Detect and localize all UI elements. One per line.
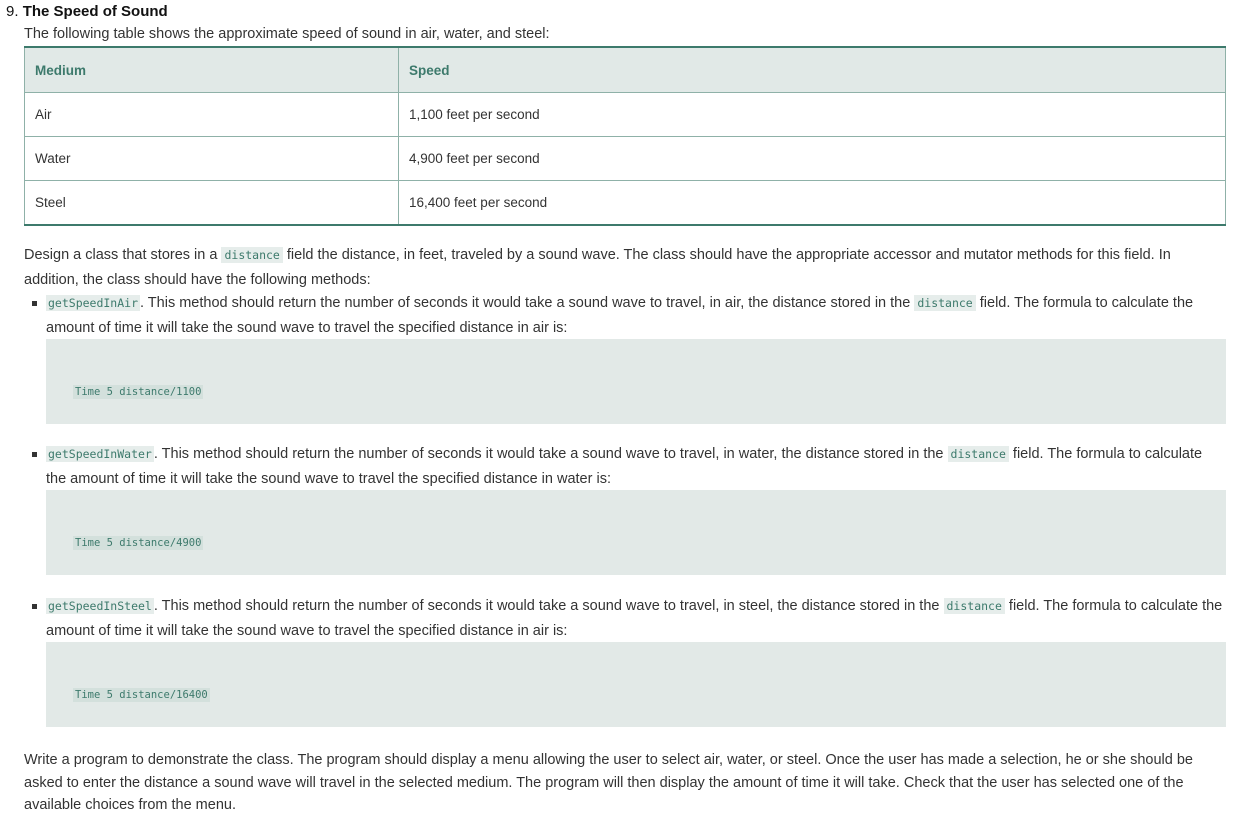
intro-text: The following table shows the approximate speed of sound in air, water, and steel: <box>24 26 550 42</box>
method-item-steel <box>46 594 1226 643</box>
table-row <box>25 137 1226 181</box>
method-item-air <box>46 291 1226 340</box>
table-row <box>25 181 1226 226</box>
table-header-row <box>25 47 1226 93</box>
distance-code: distance <box>944 598 1005 614</box>
speed-table <box>24 46 1226 226</box>
exercise-number: 9. <box>6 3 19 20</box>
method-text-2: field. The formula to calculate the amount of time it will take the sound wave to travel the specified distance in air is: <box>46 598 1223 639</box>
cell-speed: 16,400 feet per second <box>399 181 1226 226</box>
cell-medium: Steel <box>25 181 399 226</box>
distance-code: distance <box>948 446 1009 462</box>
design-paragraph <box>24 243 1224 292</box>
bullet-icon <box>32 604 37 609</box>
formula-block-water <box>46 490 1226 575</box>
design-text-2: field the distance, in feet, traveled by a sound wave. The class should have the appropriate accessor and mutator methods for this field. In addition, the class should have the following methods: <box>24 247 1171 288</box>
design-text-1: Design a class that stores in a <box>24 247 222 263</box>
cell-speed: 1,100 feet per second <box>399 93 1226 137</box>
header-speed: Speed <box>399 47 1226 93</box>
method-name: getSpeedInWater <box>48 447 152 461</box>
exercise-heading <box>6 3 168 21</box>
bullet-icon <box>32 301 37 306</box>
formula-code: Time 5 distance/16400 <box>75 689 208 701</box>
method-text-1: . This method should return the number of seconds it would take a sound wave to travel, in air, the distance stored in the <box>140 295 915 311</box>
method-text-2: field. The formula to calculate the amount of time it will take the sound wave to travel the specified distance in air is: <box>46 295 1194 336</box>
formula-block-air <box>46 339 1226 424</box>
closing-paragraph: Write a program to demonstrate the class. The program should display a menu allowing the user to select air, water, or steel. Once the user has made a selection, he or she should be asked to enter the distance a sound wave will travel in the selected medium. The program will then display the amount of time it will take. Check that the user has selected one of the available choices from the menu. <box>24 752 1193 813</box>
formula-code: Time 5 distance/4900 <box>75 537 202 549</box>
method-name: getSpeedInSteel <box>48 599 152 613</box>
cell-medium: Water <box>25 137 399 181</box>
formula-code: Time 5 distance/1100 <box>75 386 202 398</box>
distance-code: distance <box>221 247 282 263</box>
method-item-water <box>46 442 1226 491</box>
bullet-icon <box>32 452 37 457</box>
method-text-1: . This method should return the number of seconds it would take a sound wave to travel, in steel, the distance stored in the <box>153 598 944 614</box>
method-text-1: . This method should return the number of seconds it would take a sound wave to travel, in water, the distance stored in the <box>153 446 948 462</box>
header-medium: Medium <box>25 47 399 93</box>
table-row <box>25 93 1226 137</box>
formula-block-steel <box>46 642 1226 727</box>
cell-medium: Air <box>25 93 399 137</box>
exercise-title: The Speed of Sound <box>22 3 168 20</box>
method-name: getSpeedInAir <box>48 296 139 310</box>
distance-code: distance <box>914 295 975 311</box>
cell-speed: 4,900 feet per second <box>399 137 1226 181</box>
method-text-2: field. The formula to calculate the amount of time it will take the sound wave to travel the specified distance in water is: <box>46 446 1203 487</box>
